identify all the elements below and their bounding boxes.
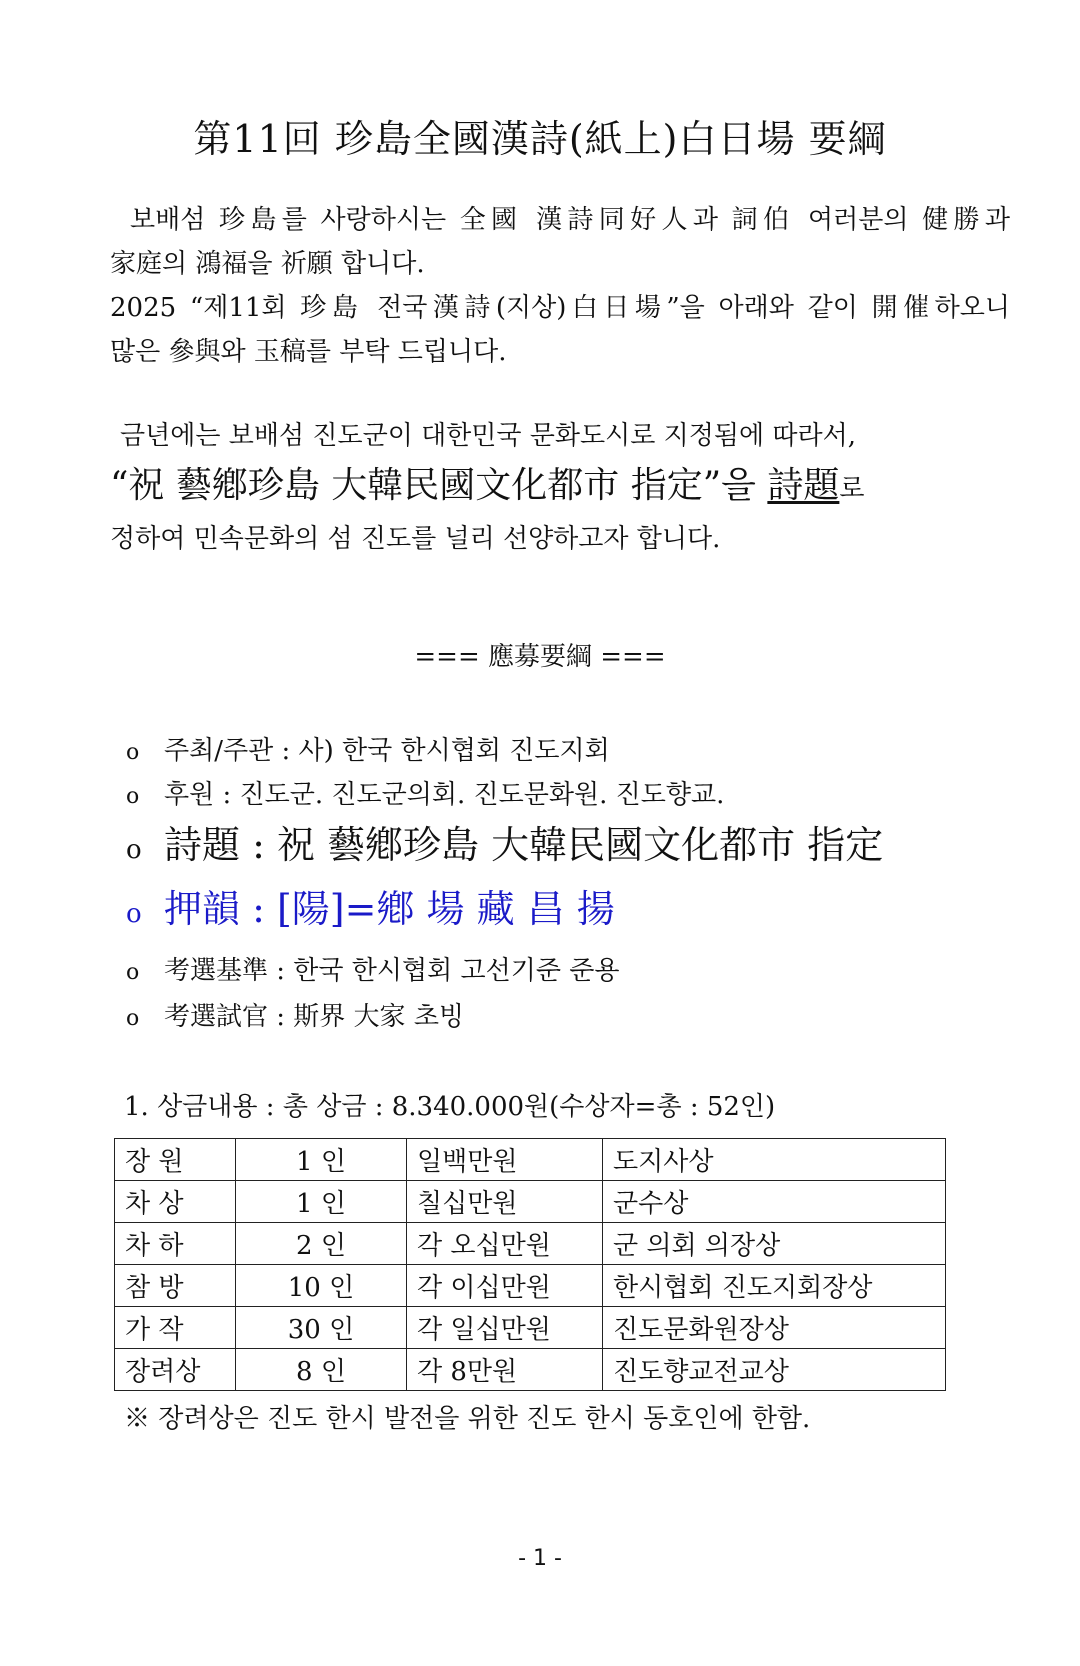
award-cell: 진도향교전교상 <box>603 1349 946 1391</box>
count-cell: 1 인 <box>236 1181 407 1223</box>
page-title: 第11回 珍島全國漢詩(紙上)白日場 要綱 <box>193 117 887 161</box>
table-row <box>115 1223 946 1265</box>
footnote: ※ 장려상은 진도 한시 발전을 위한 진도 한시 동호인에 한함. <box>124 1404 811 1434</box>
theme-paragraph <box>110 414 1010 561</box>
prize-table <box>114 1138 946 1391</box>
table-row <box>115 1349 946 1391</box>
theme-underlined-word: 詩題 <box>767 465 840 506</box>
amount-cell: 각 오십만원 <box>407 1223 603 1265</box>
bullet-mark: o <box>126 784 140 809</box>
rank-cell: 장려상 <box>115 1349 236 1391</box>
bullet-text: 考選基準 : 한국 한시협회 고선기준 준용 <box>164 956 620 986</box>
rank-cell: 장 원 <box>115 1139 236 1181</box>
bullet-text: 考選試官 : 斯界 大家 초빙 <box>164 1002 465 1032</box>
section-heading: === 應募要綱 === <box>414 642 666 672</box>
award-cell: 진도문화원장상 <box>603 1307 946 1349</box>
amount-cell: 일백만원 <box>407 1139 603 1181</box>
award-cell: 군 의회 의장상 <box>603 1223 946 1265</box>
amount-cell: 각 일십만원 <box>407 1307 603 1349</box>
rank-cell: 가 작 <box>115 1307 236 1349</box>
theme-tail: 로 <box>839 474 865 504</box>
table-row <box>115 1307 946 1349</box>
bullet-text: 詩題 : 祝 藝鄕珍島 大韓民國文化都市 指定 <box>164 823 884 867</box>
bullet-mark: o <box>126 960 140 985</box>
count-cell: 2 인 <box>236 1223 407 1265</box>
bullet-text: 후원 : 진도군. 진도군의회. 진도문화원. 진도향교. <box>164 780 725 810</box>
bullet-sponsor <box>126 774 724 811</box>
award-cell: 군수상 <box>603 1181 946 1223</box>
theme-line-1: 금년에는 보배섬 진도군이 대한민국 문화도시로 지정됨에 따라서, <box>120 421 856 451</box>
amount-cell: 칠십만원 <box>407 1181 603 1223</box>
bullet-text: 押韻 : [陽]=鄕 場 藏 昌 揚 <box>164 887 615 931</box>
table-row <box>115 1265 946 1307</box>
prize-summary: 1. 상금내용 : 총 상금 : 8.340.000원(수상자=총 : 52인) <box>124 1092 776 1122</box>
rank-cell: 차 상 <box>115 1181 236 1223</box>
bullet-mark: o <box>126 899 142 929</box>
bullet-host <box>126 730 610 767</box>
bullet-mark: o <box>126 835 142 865</box>
amount-cell: 각 8만원 <box>407 1349 603 1391</box>
count-cell: 1 인 <box>236 1139 407 1181</box>
count-cell: 30 인 <box>236 1307 407 1349</box>
award-cell: 도지사상 <box>603 1139 946 1181</box>
intro-line-2: 家庭의 鴻福을 祈願 합니다. <box>110 249 425 279</box>
theme-title-quote: “祝 藝鄕珍島 大韓民國文化都市 指定”을 <box>110 465 756 506</box>
intro-line-1: 보배섬 珍島를 사랑하시는 全國 漢詩同好人과 詞伯 여러분의 健勝과 <box>130 205 1010 235</box>
bullet-mark: o <box>126 740 140 765</box>
count-cell: 8 인 <box>236 1349 407 1391</box>
bullet-poem-topic <box>126 814 883 869</box>
table-row <box>115 1139 946 1181</box>
award-cell: 한시협회 진도지회장상 <box>603 1265 946 1307</box>
rank-cell: 참 방 <box>115 1265 236 1307</box>
count-cell: 10 인 <box>236 1265 407 1307</box>
theme-line-3: 정하여 민속문화의 섬 진도를 널리 선양하고자 합니다. <box>110 524 721 554</box>
bullet-text: 주최/주관 : 사) 한국 한시협회 진도지회 <box>164 736 610 766</box>
bullet-rhyme <box>126 878 615 933</box>
intro-line-4: 많은 參與와 玉稿를 부탁 드립니다. <box>110 337 507 367</box>
intro-paragraph <box>110 198 1010 374</box>
table-row <box>115 1181 946 1223</box>
page-number: - 1 - <box>518 1546 562 1571</box>
theme-line-2 <box>110 458 1010 517</box>
amount-cell: 각 이십만원 <box>407 1265 603 1307</box>
intro-line-3: 2025 “제11회 珍島 전국漢詩(지상)白日場”을 아래와 같이 開催하오니 <box>110 293 1010 323</box>
bullet-criteria <box>126 950 619 987</box>
bullet-judges <box>126 996 464 1033</box>
rank-cell: 차 하 <box>115 1223 236 1265</box>
bullet-mark: o <box>126 1006 140 1031</box>
